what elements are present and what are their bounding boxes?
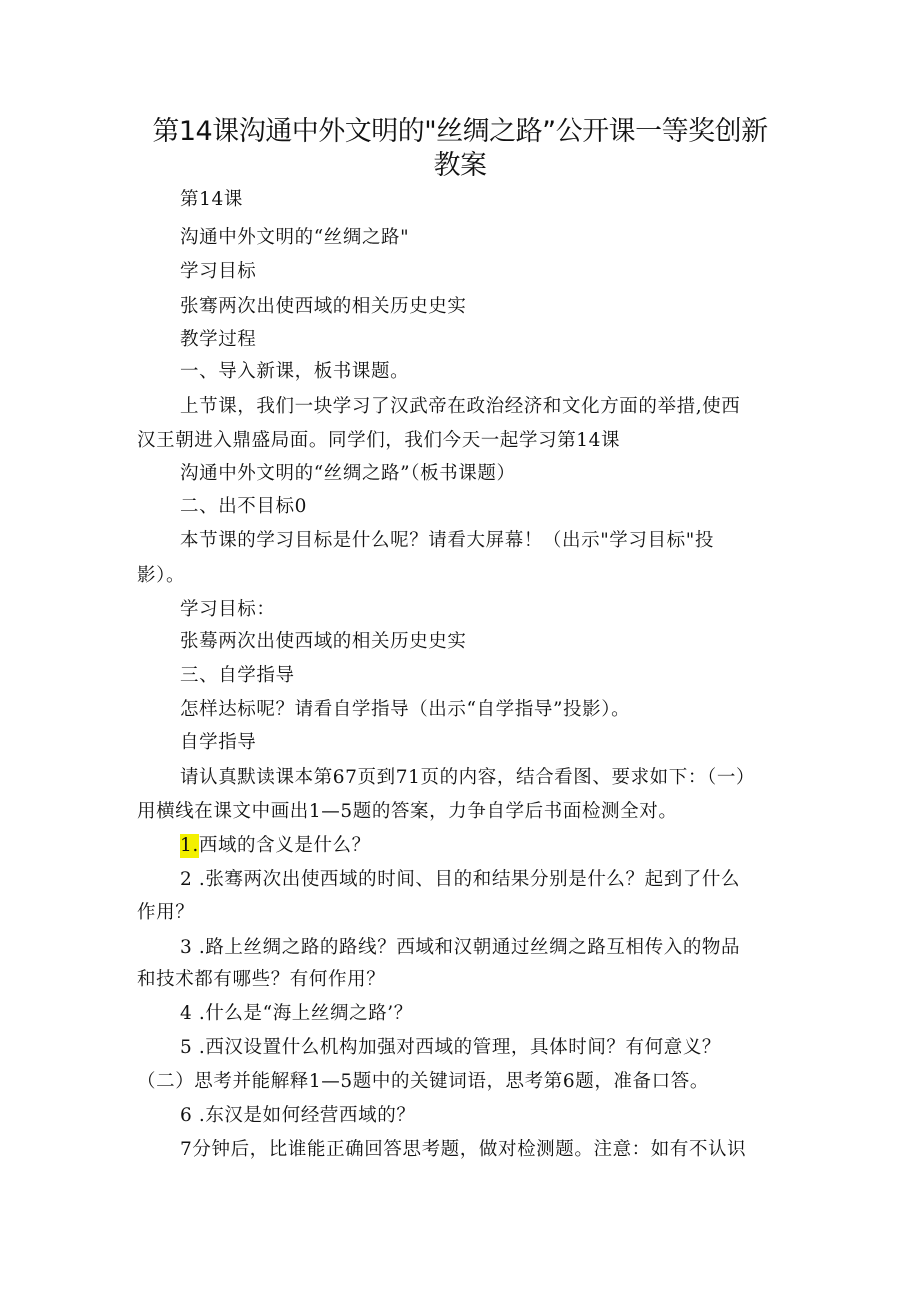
paragraph-line: 本节课的学习目标是什么呢？请看大屏幕！（出示"学习目标"投 [180,530,714,551]
question-2: 2 .张骞两次出使西域的时间、目的和结果分别是什么？起到了什么 [180,869,741,890]
paragraph-line: 怎样达标呢？请看自学指导（出示“自学指导”投影）。 [180,699,631,720]
step-three-heading: 三、自学指导 [180,665,295,686]
paragraph-line: 请认真默读课本第67页到71页的内容，结合看图、要求如下：（一） [180,767,756,788]
question-2-continued: 作用？ [137,902,195,923]
question-1 [180,834,371,858]
step-two-heading: 二、出不目标0 [180,496,307,517]
paragraph-line: 影）。 [137,565,186,586]
paragraph-line: 上节课，我们一块学习了汉武帝在政治经济和文化方面的举措,使西 [180,396,741,417]
question-5: 5 .西汉设置什么机构加强对西域的管理，具体时间？有何意义？ [180,1037,722,1058]
self-study-label: 自学指导 [180,732,257,753]
question-6: 6 .东汉是如何经营西域的？ [180,1105,416,1126]
paragraph-line: 7分钟后，比谁能正确回答思考题，做对检测题。注意：如有不认识 [180,1139,747,1160]
objective-text: 张蓦两次出使西域的相关历史史实 [180,631,467,652]
question-4: 4 .什么是“海上丝绸之路’？ [180,1003,413,1024]
lesson-title: 沟通中外文明的“丝绸之路" [180,227,410,248]
lesson-number: 第14课 [180,189,243,210]
question-1-number-highlight: 1. [180,835,199,856]
section-heading-objectives: 学习目标 [180,261,257,282]
paragraph-line: 用横线在课文中画出1—5题的答案，力争自学后书面检测全对。 [137,801,678,822]
question-1-text: 西域的含义是什么？ [198,835,371,856]
question-3-continued: 和技术都有哪些？有何作用？ [137,969,386,990]
objectives-label: 学习目标： [180,599,276,620]
question-3: 3 .路上丝绸之路的路线？西域和汉朝通过丝绸之路互相传入的物品 [180,937,741,958]
paragraph-line: 汉王朝进入鼎盛局面。同学们，我们今天一起学习第14课 [137,430,621,451]
section-heading-process: 教学过程 [180,329,257,350]
objective-text: 张骞两次出使西域的相关历史史实 [180,296,467,317]
step-one-heading: 一、导入新课，板书课题。 [180,361,410,382]
paragraph-line: 沟通中外文明的“丝绸之路”（板书课题） [180,463,516,484]
page-title: 第14课沟通中外文明的"丝绸之路”公开课一等奖创新 [152,116,768,147]
page-title-continued: 教案 [433,150,487,181]
part-two-instruction: （二）思考并能解释1—5题中的关键词语，思考第6题，准备口答。 [137,1071,709,1092]
